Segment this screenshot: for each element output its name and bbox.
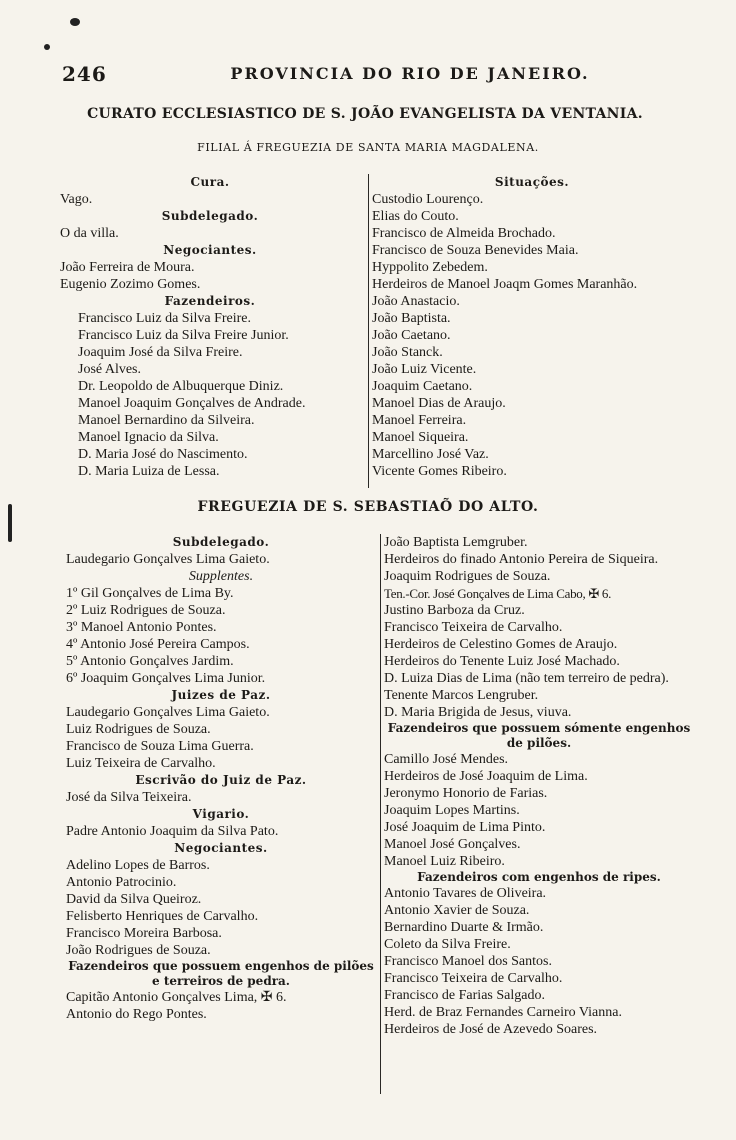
escrivao-heading: Escrivão do Juiz de Paz. xyxy=(135,773,307,787)
list-item: Eugenio Zozimo Gomes. xyxy=(60,277,201,292)
list-item: Antonio do Rego Pontes. xyxy=(66,1007,207,1022)
list-item: Adelino Lopes de Barros. xyxy=(66,858,210,873)
page-number: 246 xyxy=(62,62,107,86)
ink-blot xyxy=(44,44,50,50)
list-item: João Caetano. xyxy=(372,328,451,343)
list-item: Vicente Gomes Ribeiro. xyxy=(372,464,507,479)
list-item: João Luiz Vicente. xyxy=(372,362,477,377)
list-item: Francisco Teixeira de Carvalho. xyxy=(384,620,563,635)
subdelegado-entry: O da villa. xyxy=(60,226,119,241)
list-item: Francisco Luiz da Silva Freire. xyxy=(78,311,252,326)
curato-title: CURATO ECCLESIASTICO DE S. JOÃO EVANGELISTA DA VENTANIA. xyxy=(87,106,643,122)
list-item: Dr. Leopoldo de Albuquerque Diniz. xyxy=(78,379,284,394)
list-item: João Baptista. xyxy=(372,311,451,326)
ripes-heading: Fazendeiros com engenhos de ripes. xyxy=(417,870,661,884)
list-item: 1º Gil Gonçalves de Lima By. xyxy=(66,586,234,601)
column-divider xyxy=(380,534,381,1094)
filial-subtitle: FILIAL Á FREGUEZIA DE SANTA MARIA MAGDALENA. xyxy=(197,141,539,154)
list-item: Manoel Dias de Araujo. xyxy=(372,396,506,411)
vigario-heading: Vigario. xyxy=(192,807,250,821)
list-item: 5º Antonio Gonçalves Jardim. xyxy=(66,654,234,669)
list-item: Coleto da Silva Freire. xyxy=(384,937,511,952)
list-item: Luiz Rodrigues de Souza. xyxy=(66,722,211,737)
list-item: Capitão Antonio Gonçalves Lima, ✠ 6. xyxy=(66,990,287,1005)
list-item: João Rodrigues de Souza. xyxy=(66,943,211,958)
list-item: Antonio Xavier de Souza. xyxy=(384,903,530,918)
column-divider xyxy=(368,174,369,488)
list-item: Luiz Teixeira de Carvalho. xyxy=(66,756,216,771)
engenhos-heading: Fazendeiros que possuem engenhos de pilões e terreiros de pedra. xyxy=(68,959,374,988)
list-item: 4º Antonio José Pereira Campos. xyxy=(66,637,250,652)
province-title: PROVINCIA DO RIO DE JANEIRO. xyxy=(230,64,590,83)
list-item: Herdeiros de Manoel Joaqm Gomes Maranhão. xyxy=(372,277,638,292)
ventania-right-column xyxy=(372,174,692,480)
list-item: Herdeiros de José de Azevedo Soares. xyxy=(384,1022,598,1037)
negociantes-heading: Negociantes. xyxy=(174,841,268,855)
list-item: Herdeiros de José Joaquim de Lima. xyxy=(384,769,588,784)
list-item: D. Maria José do Nascimento. xyxy=(78,447,248,462)
list-item: David da Silva Queiroz. xyxy=(66,892,202,907)
juizes-heading: Juizes de Paz. xyxy=(171,688,271,702)
list-item: Francisco Teixeira de Carvalho. xyxy=(384,971,563,986)
subdelegado-entry: Laudegario Gonçalves Lima Gaieto. xyxy=(66,552,270,567)
list-item: Laudegario Gonçalves Lima Gaieto. xyxy=(66,705,270,720)
list-item: Francisco de Farias Salgado. xyxy=(384,988,545,1003)
list-item: D. Luiza Dias de Lima (não tem terreiro de pedra). xyxy=(384,671,669,686)
list-item: Herdeiros do Tenente Luiz José Machado. xyxy=(384,654,620,669)
vigario-entry: Padre Antonio Joaquim da Silva Pato. xyxy=(66,824,279,839)
list-item: Joaquim Lopes Martins. xyxy=(384,803,520,818)
fazendeiros-heading: Fazendeiros. xyxy=(164,294,256,308)
ventania-left-column xyxy=(60,174,360,480)
situacoes-heading: Situações. xyxy=(494,175,570,189)
list-item: Manoel Ignacio da Silva. xyxy=(78,430,219,445)
list-item: D. Maria Brigida de Jesus, viuva. xyxy=(384,705,572,720)
sebastiao-right-column xyxy=(384,534,694,1038)
list-item: Francisco de Souza Benevides Maia. xyxy=(372,243,579,258)
subdelegado-heading: Subdelegado. xyxy=(172,535,270,549)
list-item: Francisco Luiz da Silva Freire Junior. xyxy=(78,328,289,343)
supplentes-heading: Supplentes. xyxy=(188,569,254,584)
list-item: Justino Barboza da Cruz. xyxy=(384,603,525,618)
list-item: Joaquim Rodrigues de Souza. xyxy=(384,569,551,584)
list-item: 6º Joaquim Gonçalves Lima Junior. xyxy=(66,671,266,686)
list-item: Tenente Marcos Lengruber. xyxy=(384,688,539,703)
list-item: Joaquim Caetano. xyxy=(372,379,473,394)
list-item: Antonio Tavares de Oliveira. xyxy=(384,886,547,901)
list-item: Hyppolito Zebedem. xyxy=(372,260,488,275)
cura-heading: Cura. xyxy=(190,175,230,189)
list-item: Ten.-Cor. José Gonçalves de Lima Cabo, ✠ 6. xyxy=(384,586,612,601)
list-item: Manoel José Gonçalves. xyxy=(384,837,521,852)
list-item: Elias do Couto. xyxy=(372,209,459,224)
list-item: Herdeiros de Celestino Gomes de Araujo. xyxy=(384,637,618,652)
list-item: Manoel Ferreira. xyxy=(372,413,467,428)
list-item: Francisco Manoel dos Santos. xyxy=(384,954,552,969)
list-item: Francisco de Souza Lima Guerra. xyxy=(66,739,254,754)
list-item: Francisco de Almeida Brochado. xyxy=(372,226,556,241)
list-item: Antonio Patrocinio. xyxy=(66,875,177,890)
list-item: Jeronymo Honorio de Farias. xyxy=(384,786,548,801)
list-item: José Alves. xyxy=(78,362,141,377)
escrivao-entry: José da Silva Teixeira. xyxy=(66,790,192,805)
list-item: D. Maria Luiza de Lessa. xyxy=(78,464,220,479)
list-item: João Stanck. xyxy=(372,345,443,360)
list-item: João Baptista Lemgruber. xyxy=(384,535,528,550)
list-item: Custodio Lourenço. xyxy=(372,192,484,207)
sebastiao-title: FREGUEZIA DE S. SEBASTIAÕ DO ALTO. xyxy=(197,499,539,515)
list-item: Camillo José Mendes. xyxy=(384,752,509,767)
piloes-heading: Fazendeiros que possuem sómente engenhos de pilões. xyxy=(387,721,691,750)
list-item: João Anastacio. xyxy=(372,294,460,309)
sebastiao-left-column xyxy=(66,534,376,1023)
list-item: Manoel Bernardino da Silveira. xyxy=(78,413,255,428)
list-item: Herd. de Braz Fernandes Carneiro Vianna. xyxy=(384,1005,622,1020)
list-item: Bernardino Duarte & Irmão. xyxy=(384,920,544,935)
ink-blot xyxy=(70,18,80,26)
list-item: Manoel Luiz Ribeiro. xyxy=(384,854,505,869)
list-item: Joaquim José da Silva Freire. xyxy=(78,345,243,360)
list-item: João Ferreira de Moura. xyxy=(60,260,195,275)
subdelegado-heading: Subdelegado. xyxy=(161,209,259,223)
list-item: Felisberto Henriques de Carvalho. xyxy=(66,909,259,924)
list-item: 2º Luiz Rodrigues de Souza. xyxy=(66,603,226,618)
list-item: 3º Manoel Antonio Pontes. xyxy=(66,620,217,635)
negociantes-heading: Negociantes. xyxy=(163,243,257,257)
list-item: José Joaquim de Lima Pinto. xyxy=(384,820,546,835)
list-item: Manoel Joaquim Gonçalves de Andrade. xyxy=(78,396,306,411)
list-item: Herdeiros do finado Antonio Pereira de Siqueira. xyxy=(384,552,659,567)
list-item: Marcellino José Vaz. xyxy=(372,447,489,462)
list-item: Manoel Siqueira. xyxy=(372,430,469,445)
ink-blot xyxy=(8,504,12,542)
cura-entry: Vago. xyxy=(60,192,93,207)
list-item: Francisco Moreira Barbosa. xyxy=(66,926,222,941)
